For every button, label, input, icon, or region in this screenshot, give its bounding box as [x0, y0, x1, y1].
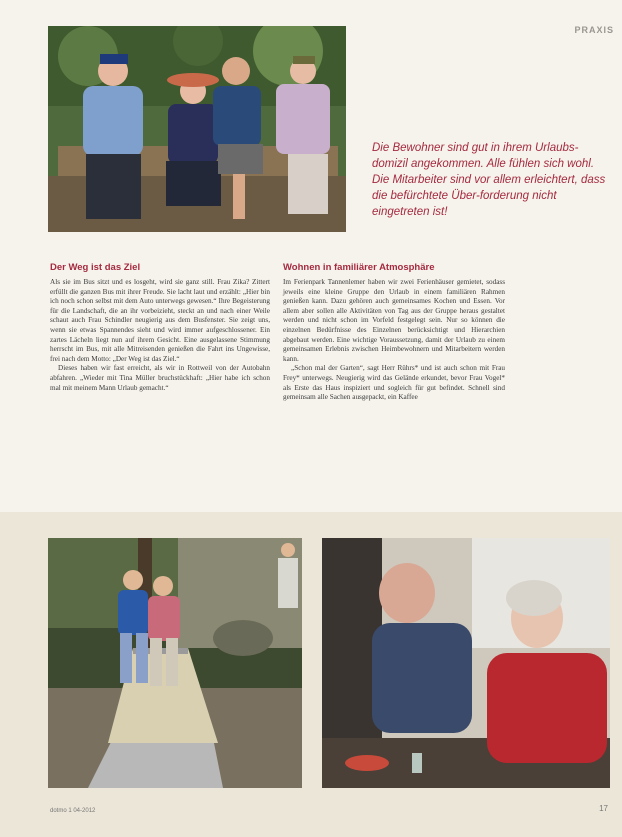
left-column-text	[50, 278, 270, 393]
footer-publication: dotmo 1 04-2012	[50, 808, 96, 814]
right-paragraph-2: „Schon mal der Garten“, sagt Herr Rührs* und ist auch schon mit Frau Frey* unterwegs. Neugierig wird das Gelände erkundet, bevor Frau Vogel* als Erste das Haus inspiziert und sogleich für gut befindet. Schnell sind gemeinsam alle Sachen ausgepackt, ein Kaffee	[283, 364, 505, 402]
page-number: 17	[599, 804, 608, 813]
photo-women-on-slide	[48, 538, 302, 788]
photo-group-on-bench	[48, 26, 346, 232]
right-paragraph-1: Im Ferienpark Tannenlemer haben wir zwei Ferienhäuser gemietet, sodass jeweils eine kleine Gruppe den Urlaub in einem familiären Rahmen genießen kann. Dazu gehören auch gemeinsames Kochen und Essen. Vor allem aber sollen alle Aktivitäten von Tag aus der Gruppe heraus gestaltet werden und nicht schon im Vorfeld festgelegt sein. Nur so können die einzelnen Bedürfnisse des Einzelnen berücksichtigt und Hierarchien abgebaut werden. Eine wichtige Voraussetzung, damit der Urlaub zu einem gemeinsamen Erlebnis zwischen Heimbewohnern und Mitarbeitern werden kann.	[283, 278, 505, 363]
right-column-text	[283, 278, 505, 403]
photo-seniors-at-table	[322, 538, 610, 788]
photo-caption: Die Bewohner sind gut in ihrem Urlaubs-domizil angekommen. Alle fühlen sich wohl. Die Mitarbeiter sind vor allem erleichtert, dass die befürchtete Über-forderung nicht eingetreten ist!	[372, 142, 606, 218]
section-label: PRAXIS	[574, 25, 614, 35]
right-column-heading: Wohnen in familiärer Atmosphäre	[283, 262, 435, 273]
left-paragraph-1: Als sie im Bus sitzt und es losgeht, wird sie ganz still. Frau Zika? Zittert erfüllt die ganzen Bus mit ihrer Freude. Sie lacht laut und erzählt: „Hier bin ich noch schon selbst mit dem Auto unterwegs gewesen.“ Ihre Begeisterung für die Landschaft, die an ihr vorbeizieht, steckt an und nach einer Weile schaut auch Frau Schindler neugierig aus dem Busfenster. Sie zeigt uns, wenn sie etwas Spannendes sieht und wird immer aufgeschlossener. Ein zartes Lächeln liegt nun auf ihrem Gesicht. Eine ausgelassene Stimmung herrscht im Bus, mit alle Mitreisenden genießen die Fahrt ins Ungewisse, frei nach dem Motto: „Der Weg ist das Ziel.“	[50, 278, 270, 363]
left-paragraph-2: Dieses haben wir fast erreicht, als wir in Rottweil von der Autobahn abfahren. „Wieder mit Tina Müller bruchstückhaft: „Hier habe ich schon mal mit meinem Mann Urlaub gemacht.“	[50, 364, 270, 392]
left-column-heading: Der Weg ist das Ziel	[50, 262, 141, 273]
